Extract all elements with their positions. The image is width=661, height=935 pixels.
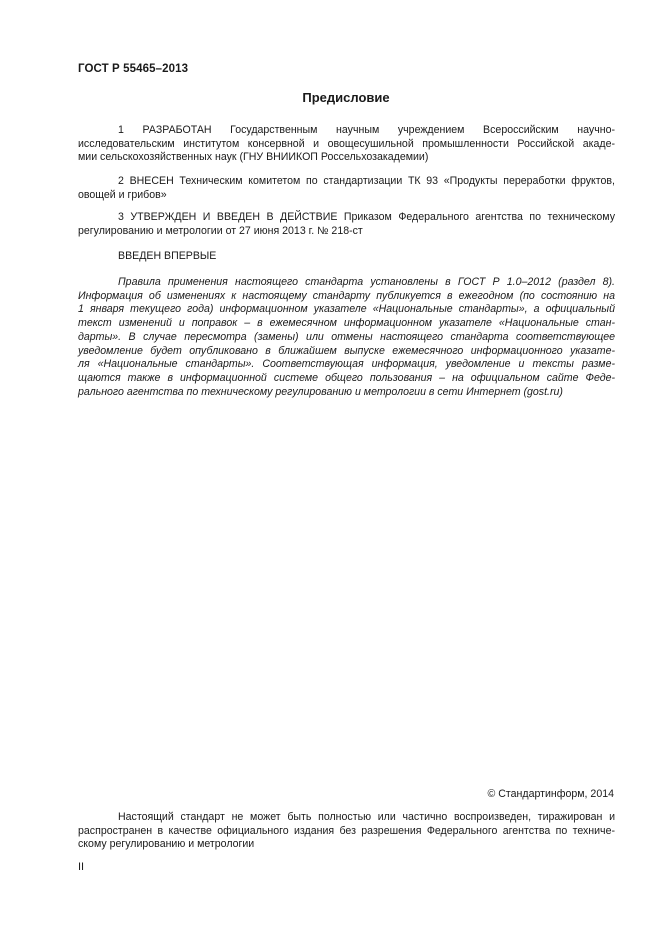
notice-line: Настоящий стандарт не может быть полностью или частично воспроизведен, тиражирован и: [118, 811, 615, 823]
notice-line: текст изменений и поправок – в ежемесячном информационном указателе «Национальные стан-: [78, 317, 615, 330]
rules-notice-block: [78, 276, 615, 399]
page-number: II: [78, 861, 85, 873]
notice-line: Информация об изменениях к настоящему стандарту публикуется в ежегодном (по состоянию на: [78, 289, 615, 302]
paragraph-line: 1 РАЗРАБОТАН Государственным научным учреждением Всероссийским научно-: [118, 124, 615, 136]
paragraph-approved: [78, 211, 615, 238]
notice-line: скому регулированию и метрологии: [78, 838, 255, 851]
notice-line: дарты». В случае пересмотра (замены) или отмены настоящего стандарта соответствующее: [78, 330, 615, 343]
paragraph-line: ВВЕДЕН ВПЕРВЫЕ: [118, 250, 217, 262]
notice-line: щаются также в информационной системе общего пользования – на официальном сайте Феде-: [78, 371, 615, 384]
paragraph-line: исследовательским институтом консервной и овощесушильной промышленности Российской акаде-: [78, 137, 615, 150]
paragraph-introduced-by: [78, 175, 615, 202]
paragraph-line: овощей и грибов»: [78, 188, 167, 201]
notice-line: 1 января текущего года) информационном указателе «Национальные стандарты», а официальный: [78, 303, 615, 316]
notice-line: распространен в качестве официального издания без разрешения Федерального агентства по техниче-: [78, 824, 615, 837]
notice-line: уведомление будет опубликовано в ближайшем выпуске ежемесячного информационного указате-: [78, 344, 615, 357]
copyright: © Стандартинформ, 2014: [487, 788, 614, 800]
paragraph-first-introduced: [78, 250, 615, 264]
paragraph-developed-by: [78, 124, 615, 165]
notice-line: ля «Национальные стандарты». Соответствующая информация, уведомление и тексты разме-: [78, 358, 615, 371]
paragraph-line: мии сельскохозяйственных наук (ГНУ ВНИИКОП Россельхозакадемии): [78, 151, 429, 164]
document-code: ГОСТ Р 55465–2013: [78, 63, 189, 75]
paragraph-line: 3 УТВЕРЖДЕН И ВВЕДЕН В ДЕЙСТВИЕ Приказом Федерального агентства по техническому: [118, 211, 615, 223]
paragraph-line: регулированию и метрологии от 27 июня 2013 г. № 218-ст: [78, 224, 363, 237]
page-title: Предисловие: [302, 90, 390, 105]
notice-line: Правила применения настоящего стандарта установлены в ГОСТ Р 1.0–2012 (раздел 8).: [118, 276, 615, 288]
notice-line: рального агентства по техническому регулированию и метрологии в сети Интернет (gost.ru): [78, 385, 563, 398]
reproduction-notice: [78, 811, 615, 852]
paragraph-line: 2 ВНЕСЕН Техническим комитетом по стандартизации ТК 93 «Продукты переработки фруктов,: [118, 175, 615, 187]
